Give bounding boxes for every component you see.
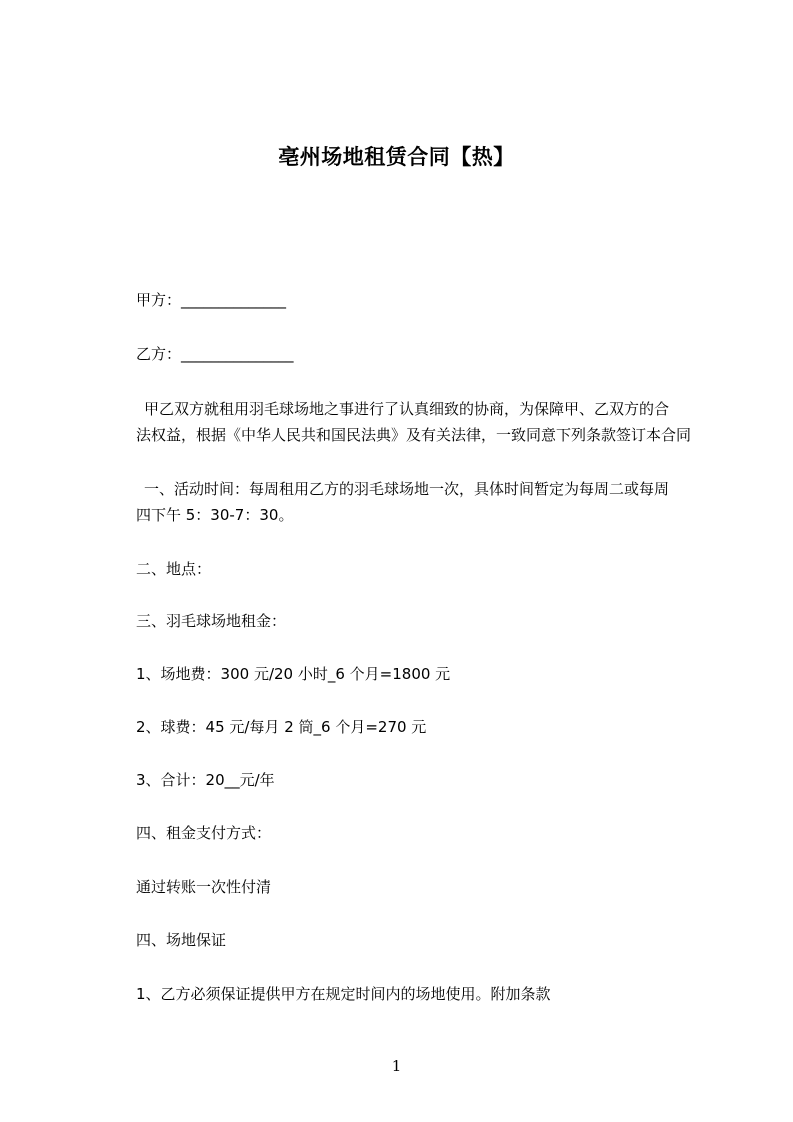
document-title: 亳州场地租赁合同【热】 <box>278 145 515 169</box>
intro-line-1: 甲乙双方就租用羽毛球场地之事进行了认真细致的协商，为保障甲、乙双方的合 <box>144 400 670 418</box>
clause-3-heading: 三、羽毛球场地租金： <box>136 612 287 630</box>
intro-paragraph <box>136 396 711 448</box>
fee-item-1: 1、场地费：300 元/20 小时_6 个月=1800 元 <box>136 665 451 683</box>
page-number: 1 <box>391 1057 402 1075</box>
guarantee-item-1: 1、乙方必须保证提供甲方在规定时间内的场地使用。附加条款 <box>136 985 551 1003</box>
clause-1-paragraph <box>136 476 711 528</box>
fee-item-2: 2、球费：45 元/每月 2 筒_6 个月=270 元 <box>136 718 427 736</box>
clause-1-line-1: 一、活动时间：每周租用乙方的羽毛球场地一次，具体时间暂定为每周二或每周 <box>144 480 670 498</box>
party-b-line: 乙方：_______________ <box>136 345 294 363</box>
party-a-line: 甲方：______________ <box>136 291 287 309</box>
clause-4-heading: 四、租金支付方式： <box>136 824 272 842</box>
payment-method-text: 通过转账一次性付清 <box>136 878 272 896</box>
intro-line-2: 法权益，根据《中华人民共和国民法典》及有关法律，一致同意下列条款签订本合同 <box>136 426 692 444</box>
fee-item-3: 3、合计：20__元/年 <box>136 771 275 789</box>
clause-1-line-2: 四下午 5：30-7：30。 <box>136 506 294 524</box>
clause-5-heading: 四、场地保证 <box>136 931 227 949</box>
clause-2-heading: 二、地点： <box>136 560 212 578</box>
